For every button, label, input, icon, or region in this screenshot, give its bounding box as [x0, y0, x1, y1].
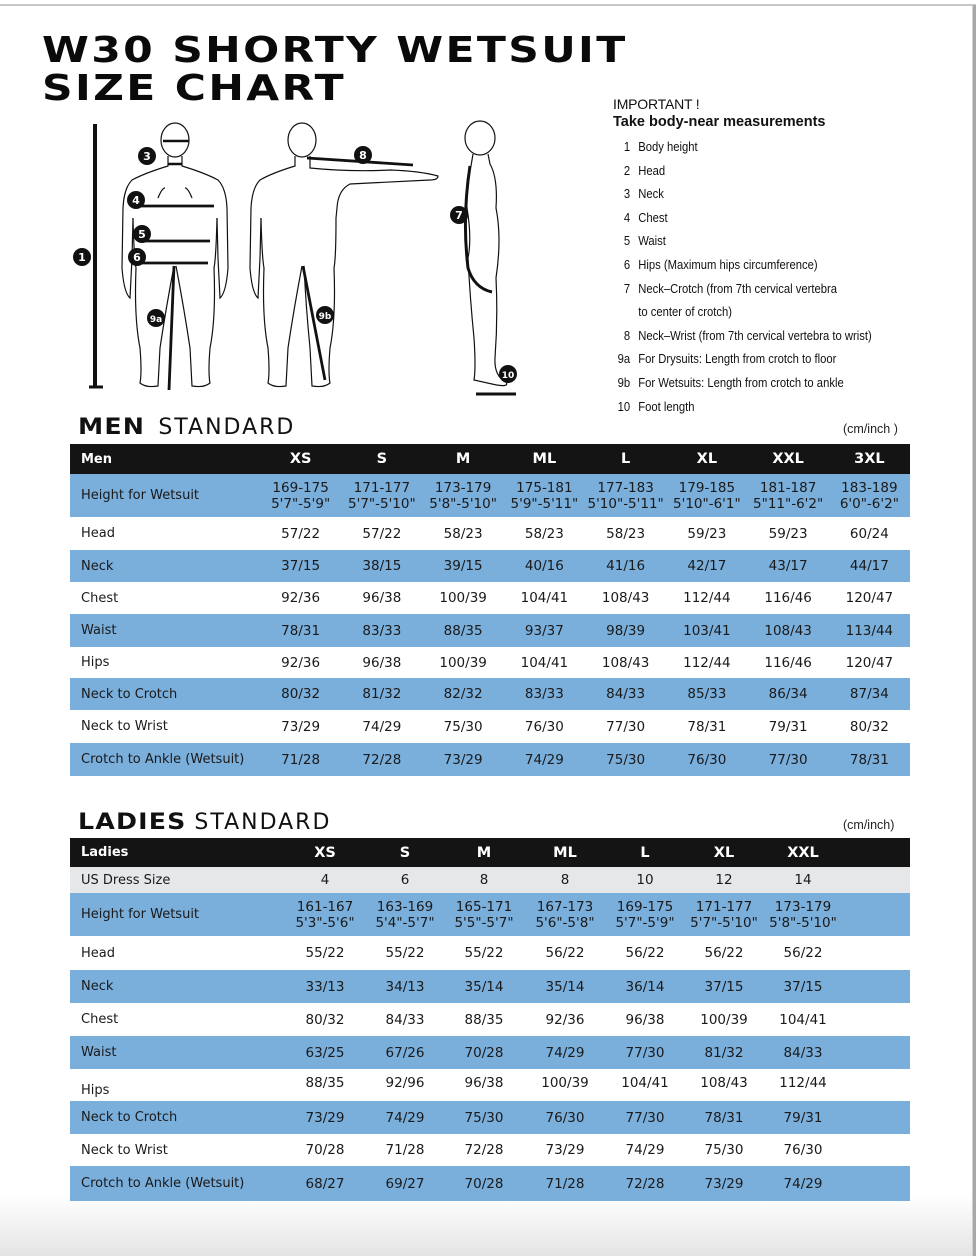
- table-row: [70, 678, 910, 710]
- row-label: Neck to Crotch: [70, 1101, 285, 1134]
- cell-value: 83/33: [504, 678, 585, 710]
- page-title: [42, 32, 628, 108]
- cell-value: 74/29: [365, 1101, 445, 1134]
- ladies-size-table: [70, 838, 910, 1201]
- marker-4-icon: [127, 191, 145, 209]
- cell-value: 75/30: [423, 710, 504, 743]
- cell-value: 59/23: [666, 517, 747, 550]
- cell-value: 78/31: [260, 614, 341, 647]
- cell-value: 56/22: [765, 936, 841, 970]
- cell-value: 70/28: [285, 1134, 365, 1166]
- men-unit-label: (cm/inch ): [843, 422, 898, 436]
- cell-value: 56/22: [683, 936, 765, 970]
- cell-value: 104/41: [504, 582, 585, 614]
- marker-8-icon: [354, 146, 372, 164]
- cell-value: 75/30: [585, 743, 666, 776]
- table-row: [70, 743, 910, 776]
- cell-value: 74/29: [607, 1134, 683, 1166]
- cell-value: 58/23: [423, 517, 504, 550]
- cell-value: 36/14: [607, 970, 683, 1003]
- cell-value: 55/22: [445, 936, 523, 970]
- cell-value: 76/30: [523, 1101, 607, 1134]
- cell-value: 72/28: [445, 1134, 523, 1166]
- cell-value: 100/39: [423, 647, 504, 678]
- cell-value: 59/23: [748, 517, 829, 550]
- cell-value: 74/29: [504, 743, 585, 776]
- cell-value: 112/44: [666, 582, 747, 614]
- cell-value: 58/23: [585, 517, 666, 550]
- row-label: Hips: [70, 1069, 285, 1101]
- cell-value: 71/28: [523, 1166, 607, 1201]
- cell-value: 40/16: [504, 550, 585, 582]
- cell-value: 70/28: [445, 1166, 523, 1201]
- row-label: Neck to Wrist: [70, 1134, 285, 1166]
- cell-value: 69/27: [365, 1166, 445, 1201]
- cell-value: 92/96: [365, 1069, 445, 1101]
- cell-value: 35/14: [523, 970, 607, 1003]
- cell-value: 108/43: [585, 647, 666, 678]
- cell-value: 73/29: [260, 710, 341, 743]
- cell-value: 34/13: [365, 970, 445, 1003]
- cell-value: 78/31: [666, 710, 747, 743]
- legend-item: 2 Head: [623, 163, 666, 178]
- row-label: Neck to Crotch: [70, 678, 260, 710]
- men-size-table: [70, 444, 910, 776]
- cell-value: 74/29: [523, 1036, 607, 1069]
- marker-9a-icon: [147, 309, 165, 327]
- important-label: IMPORTANT !: [613, 96, 700, 112]
- svg-text:9b: 9b: [318, 312, 332, 322]
- cell-value: 86/34: [748, 678, 829, 710]
- cell-value: 57/22: [341, 517, 422, 550]
- cell-value: 92/36: [260, 582, 341, 614]
- cell-value: 71/28: [260, 743, 341, 776]
- row-label: Neck to Wrist: [70, 710, 260, 743]
- cell-value: 60/24: [829, 517, 910, 550]
- row-label: Crotch to Ankle (Wetsuit): [70, 1166, 285, 1201]
- marker-6-icon: [128, 248, 146, 266]
- cell-value: 84/33: [585, 678, 666, 710]
- cell-value: 41/16: [585, 550, 666, 582]
- cell-value: 56/22: [523, 936, 607, 970]
- ladies-unit-label: (cm/inch): [843, 818, 895, 832]
- cell-value: 96/38: [341, 582, 422, 614]
- cell-value: 77/30: [748, 743, 829, 776]
- cell-value: 57/22: [260, 517, 341, 550]
- men-header-row: Men XS S M ML L XL XXL 3XL: [70, 444, 910, 474]
- table-row: [70, 1003, 910, 1036]
- row-label: Waist: [70, 1036, 285, 1069]
- title-line-1: W30 SHORTY WETSUIT: [42, 30, 628, 71]
- table-row: [70, 936, 910, 970]
- cell-value: 73/29: [423, 743, 504, 776]
- cell-value: 103/41: [666, 614, 747, 647]
- legend-item: 4 Chest: [623, 210, 668, 225]
- cell-value: 112/44: [765, 1069, 841, 1101]
- ladies-header-row: Ladies XS S M ML L XL XXL: [70, 838, 910, 867]
- title-line-2: SIZE CHART: [42, 68, 346, 109]
- cell-value: 37/15: [260, 550, 341, 582]
- svg-text:8: 8: [359, 149, 367, 162]
- cell-value: 88/35: [285, 1069, 365, 1101]
- cell-value: 112/44: [666, 647, 747, 678]
- cell-value: 56/22: [607, 936, 683, 970]
- cell-value: 35/14: [445, 970, 523, 1003]
- svg-text:6: 6: [133, 251, 141, 264]
- cell-value: 37/15: [765, 970, 841, 1003]
- table-row: [70, 582, 910, 614]
- legend-subtitle: Take body-near measurements: [613, 114, 826, 130]
- cell-value: 77/30: [607, 1101, 683, 1134]
- marker-5-icon: [133, 225, 151, 243]
- cell-value: 77/30: [607, 1036, 683, 1069]
- cell-value: 73/29: [683, 1166, 765, 1201]
- cell-value: 96/38: [607, 1003, 683, 1036]
- svg-text:10: 10: [501, 371, 515, 381]
- legend-item: 6 Hips (Maximum hips circumference): [623, 257, 818, 272]
- cell-value: 76/30: [504, 710, 585, 743]
- legend-item-continuation: to center of crotch): [638, 305, 732, 320]
- cell-value: 79/31: [765, 1101, 841, 1134]
- cell-value: 75/30: [683, 1134, 765, 1166]
- cell-value: 87/34: [829, 678, 910, 710]
- marker-3-icon: [138, 147, 156, 165]
- table-row: [70, 1166, 910, 1201]
- cell-value: 108/43: [585, 582, 666, 614]
- legend-item: 10 Foot length: [617, 399, 695, 414]
- cell-value: 33/13: [285, 970, 365, 1003]
- legend-item: 8 Neck–Wrist (from 7th cervical vertebra to wrist): [623, 328, 872, 343]
- svg-text:4: 4: [132, 194, 140, 207]
- cell-value: 68/27: [285, 1166, 365, 1201]
- cell-value: 116/46: [748, 582, 829, 614]
- cell-value: 63/25: [285, 1036, 365, 1069]
- cell-value: 77/30: [585, 710, 666, 743]
- cell-value: 96/38: [445, 1069, 523, 1101]
- table-row: [70, 710, 910, 743]
- cell-value: 100/39: [523, 1069, 607, 1101]
- body-measurement-diagram: [70, 118, 550, 400]
- cell-value: 100/39: [683, 1003, 765, 1036]
- cell-value: 70/28: [445, 1036, 523, 1069]
- cell-value: 81/32: [341, 678, 422, 710]
- cell-value: 74/29: [765, 1166, 841, 1201]
- cell-value: 80/32: [285, 1003, 365, 1036]
- row-label: Waist: [70, 614, 260, 647]
- table-row: [70, 517, 910, 550]
- legend-list: [613, 136, 913, 419]
- marker-10-icon: [499, 365, 517, 383]
- ladies-section-heading: LADIES STANDARD: [78, 810, 332, 835]
- cell-value: 43/17: [748, 550, 829, 582]
- cell-value: 58/23: [504, 517, 585, 550]
- cell-value: 108/43: [683, 1069, 765, 1101]
- ladies-dress-size-row: US Dress Size 4 6 8 8 10 12 14: [70, 867, 910, 893]
- cell-value: 72/28: [341, 743, 422, 776]
- legend-item: 7 Neck–Crotch (from 7th cervical vertebra: [623, 281, 838, 296]
- svg-text:7: 7: [455, 209, 463, 222]
- table-row: [70, 647, 910, 678]
- cell-value: 78/31: [683, 1101, 765, 1134]
- cell-value: 78/31: [829, 743, 910, 776]
- cell-value: 79/31: [748, 710, 829, 743]
- table-row: [70, 1069, 910, 1101]
- cell-value: 39/15: [423, 550, 504, 582]
- cell-value: 73/29: [285, 1101, 365, 1134]
- cell-value: 92/36: [260, 647, 341, 678]
- row-label: Chest: [70, 582, 260, 614]
- cell-value: 104/41: [504, 647, 585, 678]
- table-row: [70, 1101, 910, 1134]
- cell-value: 67/26: [365, 1036, 445, 1069]
- table-row: [70, 614, 910, 647]
- cell-value: 76/30: [666, 743, 747, 776]
- cell-value: 76/30: [765, 1134, 841, 1166]
- legend-item: 1 Body height: [623, 140, 698, 154]
- cell-value: 74/29: [341, 710, 422, 743]
- row-label: Neck: [70, 550, 260, 582]
- page-scrollbar-edge: [972, 5, 976, 1256]
- cell-value: 120/47: [829, 582, 910, 614]
- cell-value: 85/33: [666, 678, 747, 710]
- legend-item: 3 Neck: [623, 187, 664, 202]
- men-height-row: Height for Wetsuit 169-175 5'7"-5'9" 171-177 5'7"-5'10" 173-179 5'8"-5'10" 175-181 5'9"-5'11" 177-183 5'10"-5'11" 179-185 5'10"-6'1" 181-187 5"11"-6'2" 183-189 6'0"-6'2": [70, 474, 910, 517]
- cell-value: 75/30: [445, 1101, 523, 1134]
- svg-text:1: 1: [78, 251, 86, 264]
- cell-value: 100/39: [423, 582, 504, 614]
- cell-value: 98/39: [585, 614, 666, 647]
- cell-value: 84/33: [365, 1003, 445, 1036]
- row-label: Hips: [70, 647, 260, 678]
- cell-value: 82/32: [423, 678, 504, 710]
- svg-text:3: 3: [143, 150, 151, 163]
- row-label: Head: [70, 517, 260, 550]
- cell-value: 71/28: [365, 1134, 445, 1166]
- cell-value: 72/28: [607, 1166, 683, 1201]
- cell-value: 93/37: [504, 614, 585, 647]
- cell-value: 113/44: [829, 614, 910, 647]
- cell-value: 104/41: [765, 1003, 841, 1036]
- legend-item: 9b For Wetsuits: Length from crotch to ankle: [617, 375, 844, 390]
- row-label: Chest: [70, 1003, 285, 1036]
- marker-1-icon: [73, 248, 91, 266]
- measurement-legend: [613, 96, 913, 419]
- cell-value: 55/22: [285, 936, 365, 970]
- cell-value: 83/33: [341, 614, 422, 647]
- marker-9b-icon: [316, 306, 334, 324]
- cell-value: 44/17: [829, 550, 910, 582]
- svg-text:9a: 9a: [149, 315, 163, 325]
- cell-value: 42/17: [666, 550, 747, 582]
- table-row: [70, 970, 910, 1003]
- page-top-edge: [0, 4, 976, 6]
- table-row: [70, 1134, 910, 1166]
- ladies-height-row: Height for Wetsuit 161-167 5'3"-5'6" 163-169 5'4"-5'7" 165-171 5'5"-5'7" 167-173 5'6"-5'8" 169-175 5'7"-5'9" 171-177 5'7"-5'10" 173-179 5'8"-5'10": [70, 893, 910, 936]
- cell-value: 88/35: [445, 1003, 523, 1036]
- cell-value: 80/32: [260, 678, 341, 710]
- cell-value: 73/29: [523, 1134, 607, 1166]
- cell-value: 81/32: [683, 1036, 765, 1069]
- table-row: [70, 550, 910, 582]
- row-label: Crotch to Ankle (Wetsuit): [70, 743, 260, 776]
- legend-item: 9a For Drysuits: Length from crotch to floor: [617, 352, 837, 367]
- cell-value: 55/22: [365, 936, 445, 970]
- table-row: [70, 1036, 910, 1069]
- cell-value: 80/32: [829, 710, 910, 743]
- cell-value: 37/15: [683, 970, 765, 1003]
- cell-value: 84/33: [765, 1036, 841, 1069]
- cell-value: 108/43: [748, 614, 829, 647]
- cell-value: 38/15: [341, 550, 422, 582]
- men-section-heading: MEN STANDARD: [78, 415, 296, 440]
- cell-value: 104/41: [607, 1069, 683, 1101]
- legend-item: 5 Waist: [623, 234, 666, 249]
- row-label: Neck: [70, 970, 285, 1003]
- cell-value: 92/36: [523, 1003, 607, 1036]
- cell-value: 96/38: [341, 647, 422, 678]
- cell-value: 88/35: [423, 614, 504, 647]
- svg-text:5: 5: [138, 228, 146, 241]
- cell-value: 120/47: [829, 647, 910, 678]
- marker-7-icon: [450, 206, 468, 224]
- cell-value: 116/46: [748, 647, 829, 678]
- row-label: Head: [70, 936, 285, 970]
